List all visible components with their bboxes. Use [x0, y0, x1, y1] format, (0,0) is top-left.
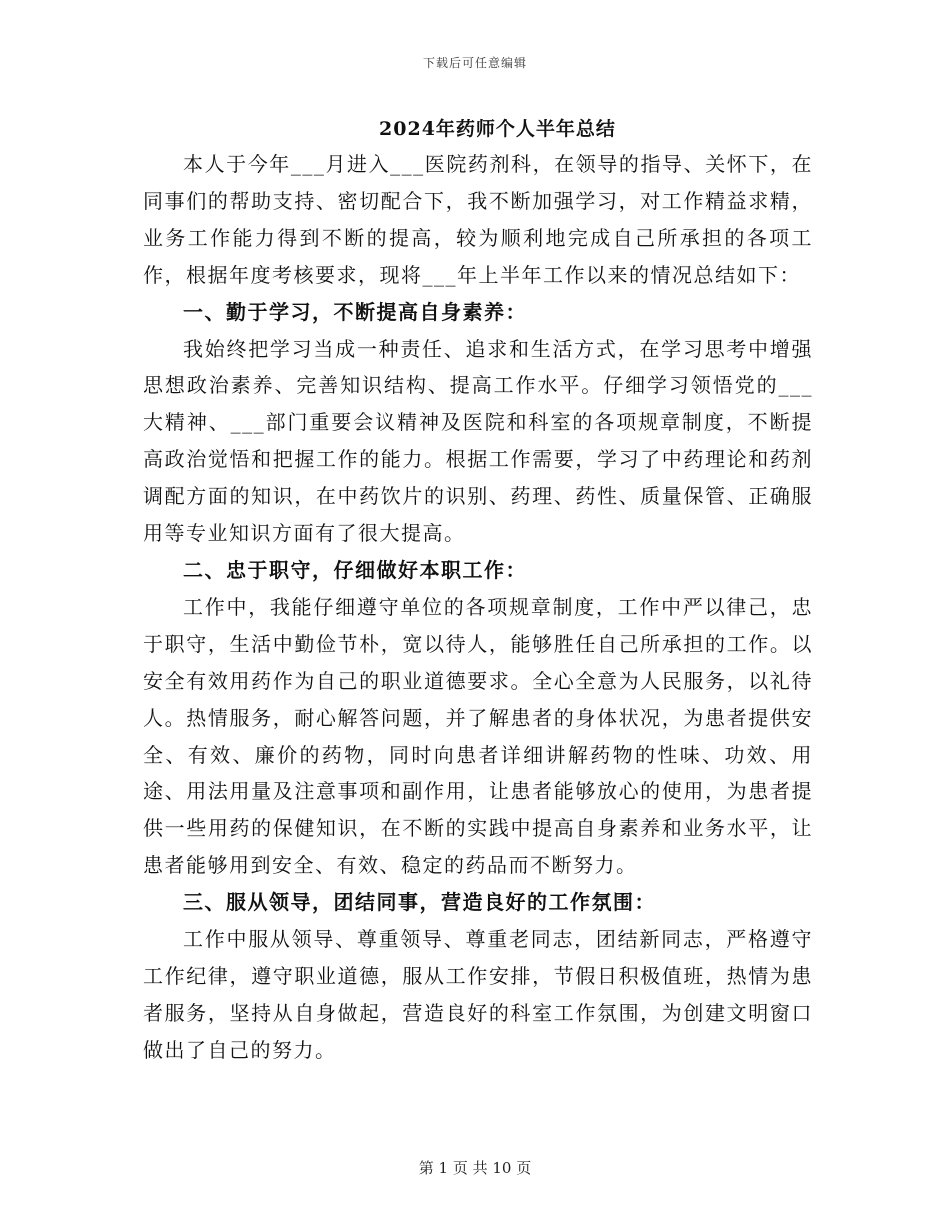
- document-title: 2024年药师个人半年总结: [379, 118, 616, 140]
- section-paragraph-2: 工作中，我能仔细遵守单位的各项规章制度，工作中严以律己，忠于职守，生活中勤俭节朴，宽以待人，能够胜任自己所承担的工作。以安全有效用药作为自己的职业道德要求。全心全意为人民服务，以礼待人。热情服务，耐心解答问题，并了解患者的身体状况，为患者提供安全、有效、廉价的药物，同时向患者详细讲解药物的性味、功效、用途、用法用量及注意事项和副作用，让患者能够放心的使用，为患者提供一些用药的保健知识，在不断的实践中提高自身素养和业务水平，让患者能够用到安全、有效、稳定的药品而不断努力。: [143, 594, 813, 878]
- section-paragraph-3: 工作中服从领导、尊重领导、尊重老同志，团结新同志，严格遵守工作纪律，遵守职业道德，服从工作安排，节假日积极值班，热情为患者服务，坚持从自身做起，营造良好的科室工作氛围，为创建文明窗口做出了自己的努力。: [143, 927, 813, 1062]
- section-heading-1: 一、勤于学习，不断提高自身素养：: [183, 299, 527, 324]
- section-heading-3: 三、服从领导，团结同事，营造良好的工作氛围：: [183, 890, 656, 915]
- section-paragraph-1: 我始终把学习当成一种责任、追求和生活方式，在学习思考中增强思想政治素养、完善知识结构、提高工作水平。仔细学习领悟党的___大精神、___部门重要会议精神及医院和科室的各项规章制度，不断提高政治觉悟和把握工作的能力。根据工作需要，学习了中药理论和药剂调配方面的知识，在中药饮片的识别、药理、药性、质量保管、正确服用等专业知识方面有了很大提高。: [143, 336, 813, 546]
- header-edit-note: 下载后可任意编辑: [422, 56, 527, 70]
- document-body: [143, 146, 813, 1069]
- page-number-footer: 第 1 页 共 10 页: [418, 1159, 532, 1177]
- section-heading-2: 二、忠于职守，仔细做好本职工作：: [183, 557, 527, 582]
- intro-paragraph: 本人于今年___月进入___医院药剂科，在领导的指导、关怀下，在同事们的帮助支持、密切配合下，我不断加强学习，对工作精益求精，业务工作能力得到不断的提高，较为顺利地完成自己所承担的各项工作，根据年度考核要求，现将___年上半年工作以来的情况总结如下：: [143, 152, 813, 287]
